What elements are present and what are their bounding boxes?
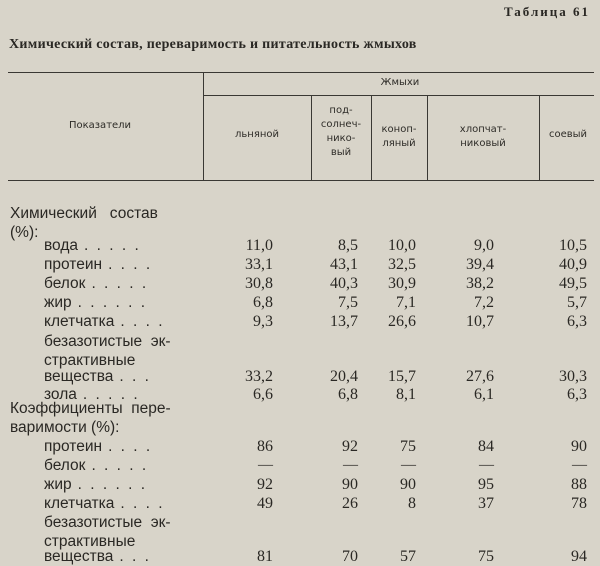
cell-value: 10,7 bbox=[466, 313, 494, 330]
table-row bbox=[0, 204, 600, 223]
cell-value: 81 bbox=[257, 548, 273, 565]
table-row bbox=[0, 255, 600, 274]
cell-value: 6,6 bbox=[253, 386, 273, 403]
row-label-text: белок bbox=[44, 457, 86, 474]
col-header-flax: льняной bbox=[235, 129, 279, 140]
cell-value: 11,0 bbox=[245, 237, 273, 254]
row-label bbox=[44, 547, 151, 566]
leader-dots: . . . . . . bbox=[77, 294, 148, 311]
cell-value: 8 bbox=[408, 495, 416, 512]
table-row bbox=[0, 418, 600, 437]
cell-value: 6,3 bbox=[567, 313, 587, 330]
table-row bbox=[0, 437, 600, 456]
cell-value: 6,1 bbox=[474, 386, 494, 403]
col-header-soy: соевый bbox=[548, 129, 588, 140]
col-header-hemp: коноп- ляный bbox=[381, 124, 417, 149]
leader-dots: . . . bbox=[119, 548, 151, 565]
cell-value: — bbox=[343, 457, 358, 473]
group-rule bbox=[204, 95, 594, 96]
row-label bbox=[44, 293, 147, 312]
cell-value: 15,7 bbox=[388, 368, 416, 385]
cell-value: 88 bbox=[571, 476, 587, 493]
cell-value: 70 bbox=[342, 548, 358, 565]
cell-value: 8,1 bbox=[396, 386, 416, 403]
cell-value: 92 bbox=[342, 438, 358, 455]
row-label bbox=[44, 456, 148, 475]
cell-value: 95 bbox=[478, 476, 494, 493]
cell-value: 7,2 bbox=[474, 294, 494, 311]
row-label bbox=[44, 513, 171, 532]
cell-value: — bbox=[479, 457, 494, 473]
row-label-text: страктивные bbox=[44, 352, 136, 369]
table-number: Таблица 61 bbox=[503, 4, 590, 19]
row-label-text: страктивные bbox=[44, 533, 136, 550]
header-bottom-rule bbox=[8, 180, 594, 181]
cell-value: 13,7 bbox=[330, 313, 358, 330]
cell-value: 20,4 bbox=[330, 368, 358, 385]
table-row bbox=[0, 367, 600, 386]
cell-value: 39,4 bbox=[466, 256, 494, 273]
row-label bbox=[44, 312, 165, 331]
cell-value: 78 bbox=[571, 495, 587, 512]
cell-value: 84 bbox=[478, 438, 494, 455]
cell-value: 86 bbox=[257, 438, 273, 455]
cell-value: 57 bbox=[400, 548, 416, 565]
row-label-text: протеин bbox=[44, 438, 103, 455]
cell-value: 33,1 bbox=[245, 256, 273, 273]
leader-dots: . . . . . bbox=[84, 237, 141, 254]
cell-value: 92 bbox=[257, 476, 273, 493]
cell-value: 26,6 bbox=[388, 313, 416, 330]
table-row bbox=[0, 475, 600, 494]
row-label bbox=[44, 367, 151, 386]
table-row bbox=[0, 332, 600, 351]
table-row bbox=[0, 399, 600, 418]
cell-value: 7,5 bbox=[338, 294, 358, 311]
row-label bbox=[44, 236, 141, 255]
row-label-text: безазотистые эк- bbox=[44, 514, 171, 531]
cell-value: 6,8 bbox=[338, 386, 358, 403]
leader-dots: . . . . . bbox=[82, 386, 140, 403]
cell-value: 27,6 bbox=[466, 368, 494, 385]
table-row bbox=[0, 293, 600, 312]
cell-value: — bbox=[401, 457, 416, 473]
cell-value: 8,5 bbox=[338, 237, 358, 254]
row-label-text: клетчатка bbox=[44, 495, 115, 512]
table-row bbox=[0, 456, 600, 475]
row-label-text: зола bbox=[44, 386, 77, 403]
cell-value: 49 bbox=[257, 495, 273, 512]
row-label bbox=[44, 332, 171, 351]
cell-value: 75 bbox=[400, 438, 416, 455]
indicator-divider bbox=[203, 73, 204, 180]
table-row bbox=[0, 312, 600, 331]
row-label-text: Химический состав bbox=[10, 205, 158, 222]
row-label bbox=[44, 475, 147, 494]
row-label-text: варимости (%): bbox=[10, 419, 120, 436]
table-title: Химический состав, переваримость и питательность жмыхов bbox=[9, 37, 417, 52]
table-row bbox=[0, 513, 600, 532]
cell-value: 43,1 bbox=[330, 256, 358, 273]
cell-value: 32,5 bbox=[388, 256, 416, 273]
cell-value: 9,3 bbox=[253, 313, 273, 330]
row-label bbox=[44, 494, 165, 513]
row-label-text: безазотистые эк- bbox=[44, 333, 171, 350]
row-label-text: белок bbox=[44, 275, 86, 292]
cell-value: 10,0 bbox=[388, 237, 416, 254]
cell-value: 5,7 bbox=[567, 294, 587, 311]
col-header-cotton: хлопчат- никовый bbox=[459, 124, 507, 149]
row-label bbox=[10, 399, 171, 418]
cell-value: 37 bbox=[478, 495, 494, 512]
cell-value: 10,5 bbox=[559, 237, 587, 254]
row-label-text: жир bbox=[44, 294, 72, 311]
row-label-text: вода bbox=[44, 237, 79, 254]
indicator-header: Показатели bbox=[68, 120, 132, 131]
cell-value: 40,9 bbox=[559, 256, 587, 273]
cell-value: 6,3 bbox=[567, 386, 587, 403]
table-row bbox=[0, 274, 600, 293]
row-label bbox=[10, 418, 119, 437]
leader-dots: . . . . bbox=[120, 495, 165, 512]
leader-dots: . . . . . . bbox=[77, 476, 148, 493]
cell-value: 49,5 bbox=[559, 275, 587, 292]
cell-value: 75 bbox=[478, 548, 494, 565]
cell-value: 6,8 bbox=[253, 294, 273, 311]
row-label-text: клетчатка bbox=[44, 313, 115, 330]
cell-value: 40,3 bbox=[330, 275, 358, 292]
leader-dots: . . . . . bbox=[91, 275, 149, 292]
cell-value: 90 bbox=[342, 476, 358, 493]
row-label-text: Коэффициенты пере- bbox=[10, 400, 171, 417]
cell-value: 90 bbox=[571, 438, 587, 455]
cell-value: 9,0 bbox=[474, 237, 494, 254]
row-label-text: вещества bbox=[44, 368, 114, 385]
leader-dots: . . . bbox=[119, 368, 151, 385]
top-rule bbox=[8, 72, 594, 73]
table-row bbox=[0, 236, 600, 255]
row-label bbox=[44, 255, 152, 274]
leader-dots: . . . . . bbox=[91, 457, 149, 474]
table-row bbox=[0, 494, 600, 513]
leader-dots: . . . . bbox=[108, 256, 153, 273]
cell-value: — bbox=[572, 457, 587, 473]
row-label-text: протеин bbox=[44, 256, 103, 273]
group-header: Жмыхи bbox=[380, 77, 420, 88]
col-header-sunflower: под- солнеч- нико- вый bbox=[320, 105, 362, 158]
cell-value: 30,3 bbox=[559, 368, 587, 385]
cell-value: 7,1 bbox=[396, 294, 416, 311]
row-label-text: (%): bbox=[10, 224, 39, 241]
cell-value: 33,2 bbox=[245, 368, 273, 385]
cell-value: 30,9 bbox=[388, 275, 416, 292]
row-label bbox=[44, 274, 148, 293]
cell-value: 30,8 bbox=[245, 275, 273, 292]
cell-value: — bbox=[258, 457, 273, 473]
cell-value: 90 bbox=[400, 476, 416, 493]
cell-value: 26 bbox=[342, 495, 358, 512]
row-label bbox=[44, 437, 152, 456]
table-row bbox=[0, 547, 600, 566]
row-label-text: жир bbox=[44, 476, 72, 493]
row-label-text: вещества bbox=[44, 548, 114, 565]
leader-dots: . . . . bbox=[120, 313, 165, 330]
leader-dots: . . . . bbox=[108, 438, 153, 455]
cell-value: 94 bbox=[571, 548, 587, 565]
row-label bbox=[10, 204, 158, 223]
cell-value: 38,2 bbox=[466, 275, 494, 292]
